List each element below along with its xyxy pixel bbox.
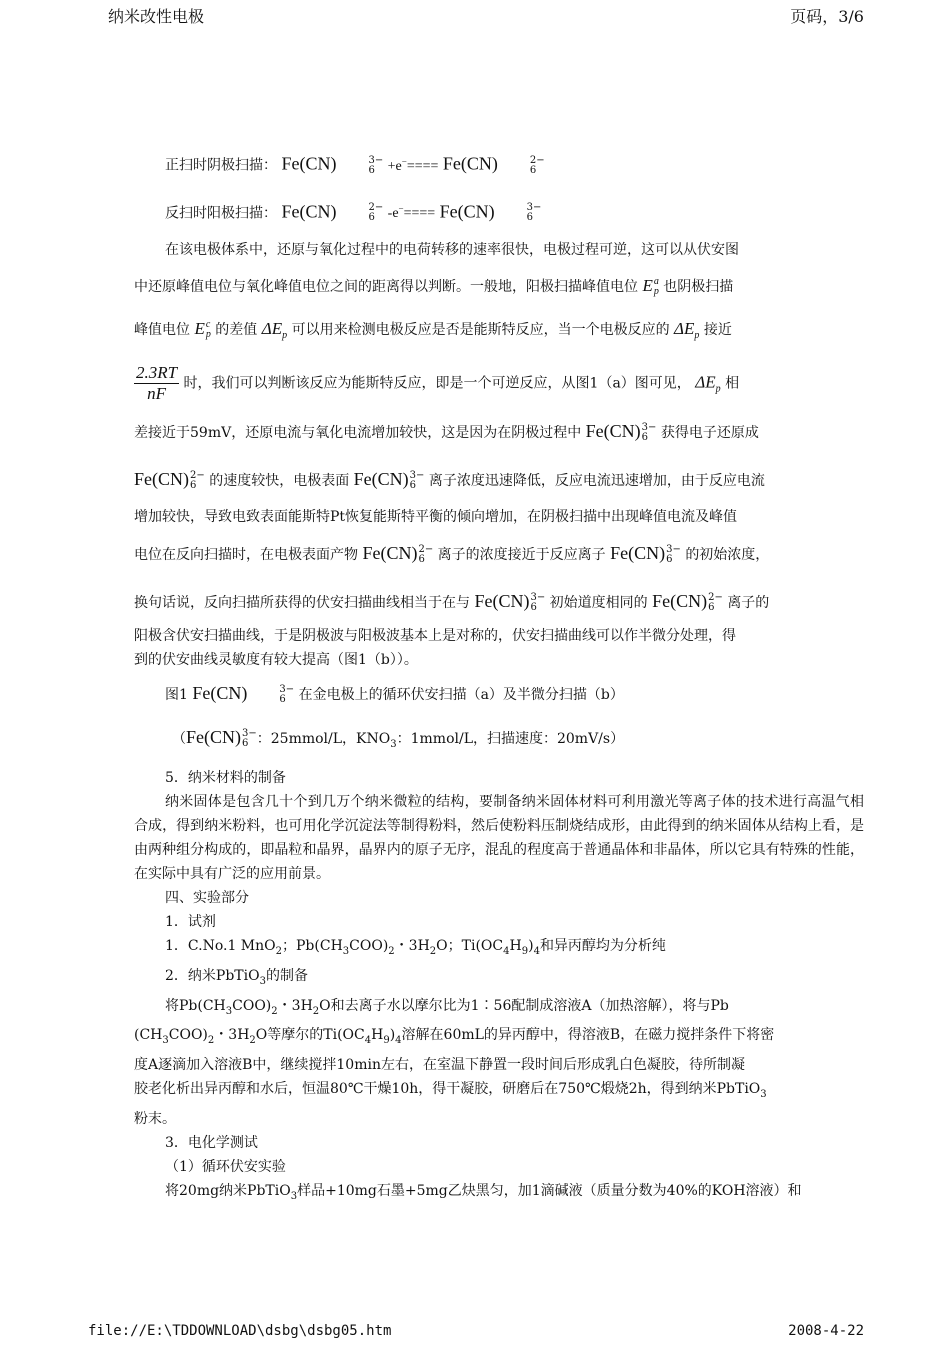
prep-line5: 粉末。 [134, 1110, 176, 1127]
para1-line11: 到的伏安曲线灵敏度有较大提高（图1（b））。 [134, 652, 418, 669]
equation-reverse: 反扫时阳极扫描： Fe(CN) 2− 6 -e−==== Fe(CN) 3− 6 [165, 201, 542, 224]
figure-caption: 图1 Fe(CN) 3− 6 在金电极上的循环伏安扫描（a）及半微分扫描（b） [165, 683, 624, 706]
equation-forward: 正扫时阴极扫描： Fe(CN) 3− 6 +e−==== Fe(CN) 2− 6 [165, 153, 545, 176]
para1-line7: 增加较快，导致电致表面能斯特Pt恢复能斯特平衡的倾向增加，在阴极扫描中出现峰值电流及峰值 [134, 509, 738, 526]
prep-line2: $(CH_3COO)_2$・$3H_2O$等摩尔的$Ti(OC_4H_9)_4$溶解在60mL的异丙醇中，得溶液B，在磁力搅拌条件下将密 [134, 1027, 775, 1047]
eq-reverse-label: 反扫时阳极扫描： [165, 205, 277, 222]
eq-forward-label: 正扫时阴极扫描： [165, 157, 277, 174]
prep-title: 2．纳米PbTiO$_3$的制备 [165, 967, 308, 987]
section5-text: 纳米固体是包含几十个到几万个纳米微粒的结构，要制备纳米固体材料可利用激光等离子体的技术进行高温气相合成，得到纳米粉料，也可用化学沉淀法等制得粉料，然后使粉料压制烧结成形，由此得到的纳米固体从结构上看，是由两种组分构成的，即晶粒和晶界，晶界内的原子无序，混乱的程度高于普通晶体和非晶体，所以它具有特殊的性能，在实际中具有广泛的应用前景。 [134, 793, 864, 882]
para1-line5: 差接近于59mV，还原电流与氧化电流增加较快，这是因为在阴极过程中 Fe(CN) 3− 6 获得电子还原成 [134, 421, 759, 444]
para1-line3: 峰值电位 E c p 的差值 $\Delta E_p$ 可以用来检测电极反应是否是能斯特反应，当一个电极反应的 $\Delta E_p$ 接近 [134, 319, 732, 342]
document-body [134, 140, 864, 1209]
para1-line10: 阳极含伏安扫描曲线，于是阴极波与阳极波基本上是对称的，伏安扫描曲线可以作半微分处理，得 [134, 628, 736, 645]
section5-title: 5．纳米材料的制备 [165, 769, 286, 786]
para1-line6: Fe(CN) 2− 6 的速度较快，电极表面 Fe(CN) 3− 6 离子浓度迅速降低，反应电流迅速增加，由于反应电流 [134, 469, 765, 492]
ec-title: 3．电化学测试 [165, 1134, 258, 1151]
fraction-2-3rt-nf: $\frac{2.3RT}{nF}$ [136, 363, 178, 404]
section4-title: 四、实验部分 [165, 889, 249, 906]
footer-date: 2008-4-22 [788, 1323, 864, 1339]
figure-conditions: （Fe(CN) 3− 6 ：25mmol/L，$KNO_3$：1mmol/L，扫描速度：20mV/s） [172, 727, 625, 750]
header-page: 页码，3/6 [790, 7, 864, 26]
footer-path: file://E:\TDDOWNLOAD\dsbg\dsbg05.htm [88, 1323, 392, 1339]
prep-line1: 将$Pb(CH_3COO)_2$・$3H_2O$和去离子水以摩尔比为1∶56配制成溶液A（加热溶解），将与Pb [165, 997, 729, 1017]
para1-line2: 中还原峰值电位与氧化峰值电位之间的距离得以判断。一般地，阳极扫描峰值电位 E a p 也阴极扫描 [134, 276, 734, 298]
prep-line4: 胶老化析出异丙醇和水后，恒温80℃干燥10h，得干凝胶，研磨后在750℃煅烧2h，得到纳米PbTiO$_3$ [134, 1081, 767, 1100]
header-title: 纳米改性电极 [108, 7, 205, 26]
cv-title: （1）循环伏安实验 [165, 1158, 286, 1175]
reagent-list: 1．C.No.1 MnO$_2$；$Pb(CH_3COO)_2$・$3H_2O$；$Ti(OC_4H_9)_4$和异丙醇均为分析纯 [165, 937, 666, 957]
cv-text: 将20mg纳米PbTiO$_3$样品+10mg石墨+5mg乙炔黑匀，加1滴碱液（质量分数为40%的KOH溶液）和 [165, 1182, 802, 1202]
para1-line1: 在该电极体系中，还原与氧化过程中的电荷转移的速率很快，电极过程可逆，这可以从伏安图 [165, 242, 739, 259]
para1-line9: 换句话说，反向扫描所获得的伏安扫描曲线相当于在与 Fe(CN) 3− 6 初始道度相同的 Fe(CN) 2− 6 离子的 [134, 591, 770, 614]
prep-line3: 度A逐滴加入溶液B中，继续搅拌10min左右，在室温下静置一段时间后形成乳白色凝胶，待所制凝 [134, 1057, 745, 1074]
para1-line8: 电位在反向扫描时，在电极表面产物 Fe(CN) 2− 6 离子的浓度接近于反应离子 Fe(CN) 3− 6 的初始浓度， [134, 543, 770, 566]
para1-line4: $\frac{2.3RT}{nF}$ 时，我们可以判断该反应为能斯特反应，即是一个可逆反应，从图1（a）图可见， $\Delta E_p$ 相 [136, 363, 740, 404]
reagent-title: 1．试剂 [165, 913, 216, 930]
